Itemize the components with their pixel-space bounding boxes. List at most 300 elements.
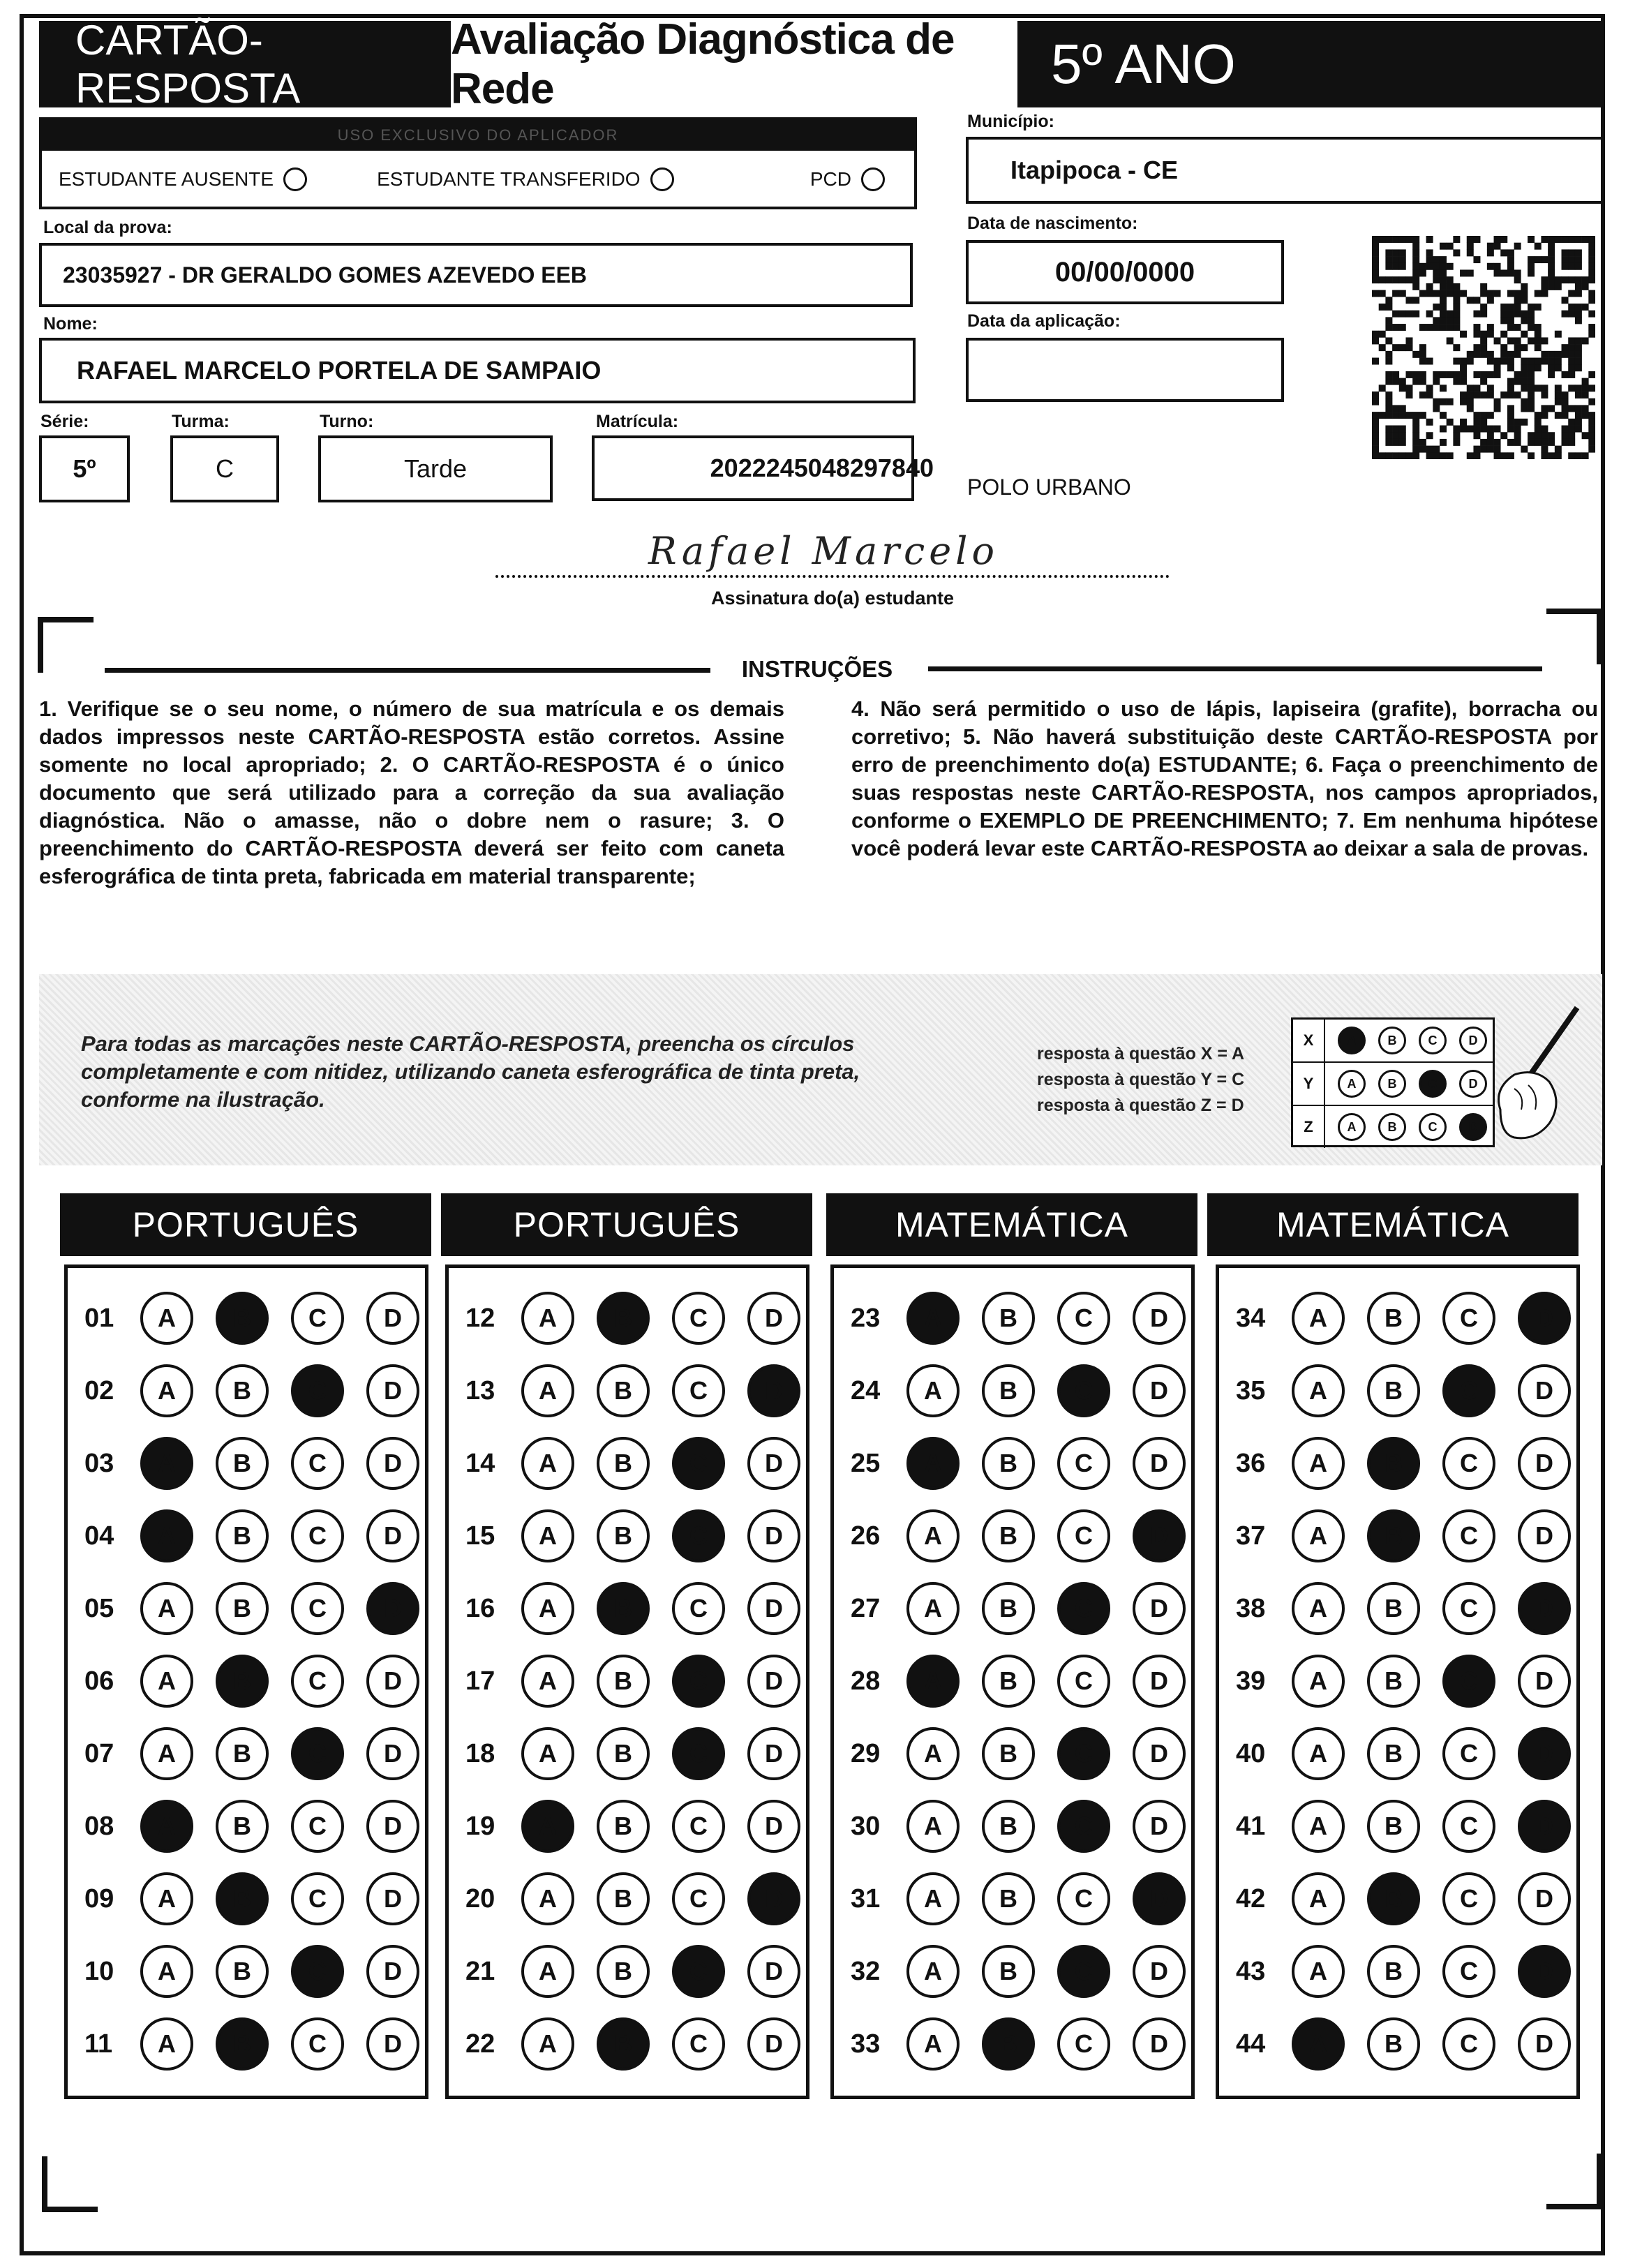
example-row (1293, 1063, 1493, 1106)
answer-bubble-b[interactable]: B (216, 1509, 269, 1562)
answer-bubble-d[interactable]: D (366, 1292, 419, 1345)
answer-bubble-b[interactable]: B (982, 1292, 1035, 1345)
answer-bubble-d[interactable]: D (747, 1437, 800, 1490)
question-number: 42 (1236, 1883, 1266, 1913)
answer-bubble-c[interactable]: C (672, 1945, 725, 1998)
answer-bubble-a[interactable]: A (140, 1582, 193, 1635)
answer-bubble-d[interactable]: D (1133, 1945, 1186, 1998)
answer-bubble-b[interactable]: B (982, 1727, 1035, 1780)
answer-bubble-c[interactable]: C (291, 2017, 344, 2071)
answer-bubble-b[interactable]: B (1367, 1727, 1420, 1780)
answer-bubble-c[interactable]: C (1057, 1727, 1110, 1780)
answer-bubble-c[interactable]: C (1057, 1945, 1110, 1998)
example-legend-y: resposta à questão Y = C (1037, 1070, 1245, 1089)
answer-bubble-c[interactable]: C (672, 1727, 725, 1780)
answer-bubble-a[interactable]: A (1292, 1727, 1345, 1780)
answer-bubble-d[interactable]: D (1133, 1582, 1186, 1635)
answer-bubble-c[interactable]: C (1442, 1945, 1495, 1998)
question-number: 27 (851, 1593, 881, 1623)
answer-bubble-a[interactable]: A (1292, 1509, 1345, 1562)
question-number: 26 (851, 1521, 881, 1551)
turma-label: Turma: (172, 412, 230, 431)
answer-bubble-b[interactable]: B (1367, 1364, 1420, 1417)
answer-bubble-d[interactable]: D (366, 1727, 419, 1780)
example-bubble-b: B (1378, 1070, 1406, 1098)
answer-bubble-d[interactable]: D (747, 1582, 800, 1635)
answer-bubble-d[interactable]: D (1518, 1582, 1571, 1635)
answer-bubble-c[interactable]: C (1442, 1364, 1495, 1417)
question-number: 25 (851, 1448, 881, 1478)
answer-bubble-d[interactable]: D (1518, 1727, 1571, 1780)
question-row (449, 1500, 806, 1572)
exam-name: Avaliação Diagnóstica de Rede (451, 21, 1017, 107)
application-date-field (966, 338, 1284, 402)
question-row (1219, 1935, 1576, 2008)
question-row (1219, 1863, 1576, 1935)
answer-bubble-a[interactable]: A (140, 2017, 193, 2071)
answer-bubble-a[interactable]: A (906, 1945, 960, 1998)
question-row (68, 1572, 425, 1645)
answer-bubble-a[interactable]: A (521, 1364, 574, 1417)
serie-label: Série: (40, 412, 89, 431)
answer-bubble-d[interactable]: D (1133, 1509, 1186, 1562)
answer-bubble-c[interactable]: C (672, 1364, 725, 1417)
answer-bubble-c[interactable]: C (1442, 2017, 1495, 2071)
question-row (68, 1355, 425, 1427)
answer-bubble-d[interactable]: D (1133, 1872, 1186, 1925)
example-bubble-d: D (1459, 1113, 1487, 1141)
answer-bubble-c[interactable]: C (672, 1509, 725, 1562)
answer-bubble-b[interactable]: B (597, 1800, 650, 1853)
answer-bubble-a[interactable]: A (906, 1582, 960, 1635)
answer-bubble-b[interactable]: B (216, 1292, 269, 1345)
answer-bubble-b[interactable]: B (597, 1437, 650, 1490)
answer-bubble-b[interactable]: B (1367, 1437, 1420, 1490)
question-row (834, 1790, 1191, 1863)
answer-bubble-a[interactable]: A (906, 1292, 960, 1345)
answer-bubble-b[interactable]: B (1367, 1655, 1420, 1708)
answer-bubble-b[interactable]: B (216, 1364, 269, 1417)
answer-bubble-b[interactable]: B (216, 2017, 269, 2071)
corner-mark-top-right (1546, 609, 1602, 664)
answer-bubble-c[interactable]: C (1057, 1509, 1110, 1562)
answer-bubble-d[interactable]: D (366, 1945, 419, 1998)
answer-bubble-a[interactable]: A (140, 1800, 193, 1853)
answer-bubble-d[interactable]: D (1133, 2017, 1186, 2071)
matricula-value: 2022245048297840 (710, 454, 934, 482)
answer-bubble-c[interactable]: C (672, 1655, 725, 1708)
question-number: 34 (1236, 1303, 1266, 1333)
answer-bubble-c[interactable]: C (672, 1292, 725, 1345)
answer-bubble-d[interactable]: D (366, 1655, 419, 1708)
answer-bubble-c[interactable]: C (1442, 1872, 1495, 1925)
question-row (449, 1863, 806, 1935)
answer-bubble-b[interactable]: B (1367, 1945, 1420, 1998)
answer-bubble-d[interactable]: D (1518, 1437, 1571, 1490)
question-number: 36 (1236, 1448, 1266, 1478)
question-row (1219, 2008, 1576, 2080)
answer-bubble-b[interactable]: B (597, 1582, 650, 1635)
answer-bubble-d[interactable]: D (747, 1945, 800, 1998)
answer-bubble-b[interactable]: B (216, 1437, 269, 1490)
answer-bubble-b[interactable]: B (1367, 2017, 1420, 2071)
question-row (1219, 1645, 1576, 1717)
answer-bubble-c[interactable]: C (1057, 1800, 1110, 1853)
instructions-left: 1. Verifique se o seu nome, o número de sua matrícula e os demais dados impressos neste CARTÃO-RESPOSTA estão corretos. Assine somente no local apropriado; 2. O CARTÃO-RESPOSTA é o único documento que será utilizado para a correção da sua avaliação diagnóstica. Não o amasse, não o dobre nem o rasure; 3. O preenchimento do CARTÃO-RESPOSTA deverá ser feito com caneta esferográfica de tinta preta, fabricada em material transparente; (39, 696, 784, 888)
question-number: 37 (1236, 1521, 1266, 1551)
answer-bubble-d[interactable]: D (1518, 1945, 1571, 1998)
question-row (449, 1282, 806, 1355)
question-row (1219, 1572, 1576, 1645)
question-number: 24 (851, 1375, 881, 1405)
answer-bubble-c[interactable]: C (291, 1437, 344, 1490)
answer-bubble-b[interactable]: B (216, 1655, 269, 1708)
answer-bubble-d[interactable]: D (366, 1800, 419, 1853)
question-row (68, 1717, 425, 1790)
answer-bubble-d[interactable]: D (366, 1509, 419, 1562)
question-row (834, 1500, 1191, 1572)
answer-bubble-d[interactable]: D (747, 1800, 800, 1853)
applicator-box (39, 117, 917, 209)
question-row (834, 1355, 1191, 1427)
question-row (834, 1282, 1191, 1355)
answer-bubble-c[interactable]: C (291, 1292, 344, 1345)
transferred-bubble[interactable] (650, 167, 674, 191)
answer-bubble-b[interactable]: B (982, 1582, 1035, 1635)
answer-bubble-a[interactable]: A (1292, 1437, 1345, 1490)
question-row (1219, 1790, 1576, 1863)
question-number: 13 (465, 1375, 495, 1405)
signature-line (495, 575, 1170, 578)
question-number: 09 (84, 1883, 114, 1913)
answer-bubble-b[interactable]: B (1367, 1872, 1420, 1925)
question-number: 01 (84, 1303, 114, 1333)
answer-bubble-b[interactable]: B (982, 1945, 1035, 1998)
question-row (449, 1355, 806, 1427)
answer-bubble-a[interactable]: A (521, 1945, 574, 1998)
answer-bubble-d[interactable]: D (1518, 1364, 1571, 1417)
answer-bubble-c[interactable]: C (1442, 1509, 1495, 1562)
question-number: 03 (84, 1448, 114, 1478)
answer-bubble-b[interactable]: B (982, 1872, 1035, 1925)
example-bubble-a: A (1338, 1070, 1366, 1098)
answer-column (830, 1264, 1195, 2099)
answer-bubble-d[interactable]: D (366, 1582, 419, 1635)
absent-bubble[interactable] (283, 167, 307, 191)
answer-column (1216, 1264, 1580, 2099)
example-bubble-b: B (1378, 1113, 1406, 1141)
answer-bubble-b[interactable]: B (1367, 1582, 1420, 1635)
question-number: 20 (465, 1883, 495, 1913)
answer-bubble-a[interactable]: A (521, 1292, 574, 1345)
answer-bubble-a[interactable]: A (1292, 2017, 1345, 2071)
instructions-title: INSTRUÇÕES (741, 656, 893, 682)
answer-bubble-a[interactable]: A (1292, 1582, 1345, 1635)
answer-bubble-c[interactable]: C (1057, 1292, 1110, 1345)
answer-bubble-d[interactable]: D (747, 1727, 800, 1780)
answer-bubble-c[interactable]: C (672, 1437, 725, 1490)
example-bubble-c: C (1419, 1027, 1447, 1054)
answer-bubble-b[interactable]: B (216, 1945, 269, 1998)
local-value: 23035927 - DR GERALDO GOMES AZEVEDO EEB (63, 262, 588, 288)
answer-bubble-a[interactable]: A (140, 1727, 193, 1780)
answer-bubble-c[interactable]: C (1442, 1582, 1495, 1635)
answer-bubble-a[interactable]: A (140, 1945, 193, 1998)
answer-bubble-a[interactable]: A (140, 1292, 193, 1345)
answer-bubble-a[interactable]: A (1292, 1655, 1345, 1708)
answer-bubble-d[interactable]: D (1518, 1872, 1571, 1925)
answer-bubble-c[interactable]: C (291, 1872, 344, 1925)
answer-bubble-d[interactable]: D (1518, 1509, 1571, 1562)
birthdate-label: Data de nascimento: (967, 214, 1138, 233)
answer-bubble-c[interactable]: C (291, 1727, 344, 1780)
answer-bubble-b[interactable]: B (982, 1437, 1035, 1490)
turno-field (318, 435, 553, 502)
answer-bubble-a[interactable]: A (521, 2017, 574, 2071)
answer-bubble-d[interactable]: D (366, 1437, 419, 1490)
question-number: 23 (851, 1303, 881, 1333)
answer-bubble-d[interactable]: D (1133, 1292, 1186, 1345)
signature-label: Assinatura do(a) estudante (710, 588, 955, 609)
answer-bubble-d[interactable]: D (747, 1872, 800, 1925)
subject-header: MATEMÁTICA (826, 1193, 1197, 1256)
question-row (449, 2008, 806, 2080)
applicator-band-label: USO EXCLUSIVO DO APLICADOR (337, 126, 619, 144)
example-bubble-a: A (1338, 1027, 1366, 1054)
grade-label: 5º ANO (1017, 21, 1602, 107)
question-row (834, 1645, 1191, 1717)
answer-bubble-a[interactable]: A (521, 1509, 574, 1562)
pcd-label: PCD (809, 168, 851, 190)
answer-bubble-b[interactable]: B (216, 1727, 269, 1780)
question-number: 06 (84, 1666, 114, 1696)
local-label: Local da prova: (43, 218, 172, 237)
question-row (834, 1427, 1191, 1500)
answer-column (445, 1264, 809, 2099)
answer-bubble-c[interactable]: C (1442, 1292, 1495, 1345)
turma-field (170, 435, 279, 502)
answer-bubble-c[interactable]: C (291, 1364, 344, 1417)
example-row-label: Z (1293, 1106, 1325, 1148)
matricula-label: Matrícula: (596, 412, 679, 431)
answer-bubble-d[interactable]: D (747, 1509, 800, 1562)
answer-bubble-c[interactable]: C (291, 1655, 344, 1708)
example-grid (1291, 1017, 1495, 1147)
answer-bubble-b[interactable]: B (216, 1800, 269, 1853)
answer-bubble-a[interactable]: A (906, 1364, 960, 1417)
question-row (834, 1717, 1191, 1790)
application-date-label: Data da aplicação: (967, 311, 1121, 331)
answer-bubble-b[interactable]: B (597, 1727, 650, 1780)
answer-bubble-d[interactable]: D (1518, 1292, 1571, 1345)
answer-bubble-c[interactable]: C (291, 1509, 344, 1562)
answer-bubble-a[interactable]: A (1292, 1800, 1345, 1853)
answer-bubble-d[interactable]: D (366, 2017, 419, 2071)
answer-bubble-a[interactable]: A (521, 1437, 574, 1490)
example-bubble-a: A (1338, 1113, 1366, 1141)
question-row (449, 1572, 806, 1645)
answer-bubble-c[interactable]: C (1442, 1437, 1495, 1490)
question-row (834, 2008, 1191, 2080)
answer-bubble-d[interactable]: D (1133, 1800, 1186, 1853)
question-number: 43 (1236, 1956, 1266, 1986)
answer-bubble-b[interactable]: B (1367, 1800, 1420, 1853)
answer-bubble-d[interactable]: D (1133, 1727, 1186, 1780)
example-bubble-c: C (1419, 1113, 1447, 1141)
answer-bubble-a[interactable]: A (521, 1872, 574, 1925)
absent-label: ESTUDANTE AUSENTE (59, 168, 274, 190)
answer-bubble-a[interactable]: A (521, 1655, 574, 1708)
answer-bubble-a[interactable]: A (140, 1437, 193, 1490)
question-number: 33 (851, 2029, 881, 2059)
matricula-field (592, 435, 934, 501)
answer-bubble-c[interactable]: C (1057, 1655, 1110, 1708)
question-number: 15 (465, 1521, 495, 1551)
answer-bubble-c[interactable]: C (672, 1582, 725, 1635)
answer-bubble-b[interactable]: B (597, 1945, 650, 1998)
answer-bubble-b[interactable]: B (216, 1872, 269, 1925)
question-row (834, 1863, 1191, 1935)
corner-mark-bottom-right (1546, 2154, 1602, 2209)
question-row (834, 1935, 1191, 2008)
answer-bubble-c[interactable]: C (1442, 1800, 1495, 1853)
answer-bubble-b[interactable]: B (1367, 1509, 1420, 1562)
polo-label: POLO URBANO (967, 475, 1131, 500)
signature-handwriting: Rafael Marcelo (648, 529, 999, 573)
answer-bubble-a[interactable]: A (906, 1727, 960, 1780)
question-number: 08 (84, 1811, 114, 1841)
answer-bubble-c[interactable]: C (1442, 1655, 1495, 1708)
answer-bubble-b[interactable]: B (982, 2017, 1035, 2071)
answer-bubble-b[interactable]: B (597, 1509, 650, 1562)
question-row (449, 1717, 806, 1790)
question-number: 28 (851, 1666, 881, 1696)
answer-bubble-a[interactable]: A (906, 1872, 960, 1925)
answer-bubble-c[interactable]: C (291, 1582, 344, 1635)
answer-bubble-d[interactable]: D (1518, 1655, 1571, 1708)
example-bubble-b: B (1378, 1027, 1406, 1054)
answer-bubble-a[interactable]: A (906, 1509, 960, 1562)
question-number: 16 (465, 1593, 495, 1623)
answer-bubble-a[interactable]: A (140, 1364, 193, 1417)
example-legend-z: resposta à questão Z = D (1037, 1096, 1244, 1115)
question-row (68, 1427, 425, 1500)
answer-bubble-c[interactable]: C (1057, 1437, 1110, 1490)
local-field (39, 243, 913, 307)
answer-bubble-c[interactable]: C (1442, 1727, 1495, 1780)
answer-bubble-a[interactable]: A (906, 1800, 960, 1853)
answer-bubble-d[interactable]: D (1518, 2017, 1571, 2071)
municipio-value: Itapipoca - CE (1010, 156, 1179, 184)
answer-bubble-a[interactable]: A (906, 1437, 960, 1490)
answer-bubble-a[interactable]: A (1292, 1945, 1345, 1998)
answer-bubble-a[interactable]: A (140, 1872, 193, 1925)
answer-bubble-d[interactable]: D (1133, 1655, 1186, 1708)
answer-bubble-b[interactable]: B (597, 1364, 650, 1417)
answer-bubble-a[interactable]: A (521, 1800, 574, 1853)
answer-bubble-b[interactable]: B (982, 1509, 1035, 1562)
pcd-bubble[interactable] (861, 167, 885, 191)
answer-bubble-d[interactable]: D (747, 1292, 800, 1345)
applicator-band (42, 120, 914, 151)
answer-bubble-a[interactable]: A (521, 1582, 574, 1635)
question-row (1219, 1355, 1576, 1427)
example-bubble-d: D (1459, 1027, 1487, 1054)
answer-bubble-d[interactable]: D (1518, 1800, 1571, 1853)
answer-bubble-d[interactable]: D (366, 1364, 419, 1417)
answer-bubble-a[interactable]: A (1292, 1364, 1345, 1417)
question-number: 05 (84, 1593, 114, 1623)
answer-bubble-c[interactable]: C (672, 2017, 725, 2071)
answer-bubble-d[interactable]: D (366, 1872, 419, 1925)
question-number: 41 (1236, 1811, 1266, 1841)
answer-column (64, 1264, 428, 2099)
question-number: 17 (465, 1666, 495, 1696)
answer-bubble-a[interactable]: A (906, 1655, 960, 1708)
question-number: 32 (851, 1956, 881, 1986)
answer-bubble-a[interactable]: A (1292, 1872, 1345, 1925)
corner-mark-top-left (38, 617, 94, 673)
question-number: 39 (1236, 1666, 1266, 1696)
answer-bubble-b[interactable]: B (1367, 1292, 1420, 1345)
question-row (68, 1282, 425, 1355)
subject-header: MATEMÁTICA (1207, 1193, 1578, 1256)
answer-bubble-a[interactable]: A (521, 1727, 574, 1780)
answer-bubble-b[interactable]: B (597, 1872, 650, 1925)
answer-bubble-c[interactable]: C (1057, 1364, 1110, 1417)
answer-bubble-b[interactable]: B (982, 1800, 1035, 1853)
answer-bubble-c[interactable]: C (672, 1800, 725, 1853)
example-text: Para todas as marcações neste CARTÃO-RESPOSTA, preencha os círculos completamente e com nitidez, utilizando caneta esferográfica de tinta preta, conforme na ilustração. (81, 1031, 860, 1112)
answer-bubble-a[interactable]: A (140, 1509, 193, 1562)
question-row (1219, 1282, 1576, 1355)
answer-bubble-b[interactable]: B (597, 2017, 650, 2071)
answer-bubble-c[interactable]: C (1057, 1582, 1110, 1635)
question-number: 21 (465, 1956, 495, 1986)
example-row-label: Y (1293, 1063, 1325, 1105)
question-number: 12 (465, 1303, 495, 1333)
answer-bubble-b[interactable]: B (982, 1364, 1035, 1417)
answer-bubble-a[interactable]: A (140, 1655, 193, 1708)
question-row (68, 1645, 425, 1717)
example-row (1293, 1020, 1493, 1063)
answer-bubble-c[interactable]: C (672, 1872, 725, 1925)
question-number: 35 (1236, 1375, 1266, 1405)
sheet-title: CARTÃO-RESPOSTA (39, 21, 451, 107)
question-number: 40 (1236, 1738, 1266, 1768)
question-number: 18 (465, 1738, 495, 1768)
question-row (68, 1935, 425, 2008)
answer-bubble-b[interactable]: B (216, 1582, 269, 1635)
answer-bubble-d[interactable]: D (1133, 1437, 1186, 1490)
answer-bubble-d[interactable]: D (747, 1364, 800, 1417)
answer-bubble-c[interactable]: C (1057, 2017, 1110, 2071)
turma-value: C (216, 454, 234, 483)
answer-bubble-a[interactable]: A (906, 2017, 960, 2071)
answer-bubble-d[interactable]: D (747, 1655, 800, 1708)
answer-bubble-b[interactable]: B (597, 1292, 650, 1345)
answer-bubble-a[interactable]: A (1292, 1292, 1345, 1345)
question-row (68, 2008, 425, 2080)
answer-bubble-c[interactable]: C (291, 1800, 344, 1853)
answer-bubble-b[interactable]: B (982, 1655, 1035, 1708)
answer-bubble-b[interactable]: B (597, 1655, 650, 1708)
question-number: 29 (851, 1738, 881, 1768)
answer-bubble-d[interactable]: D (1133, 1364, 1186, 1417)
answer-bubble-c[interactable]: C (1057, 1872, 1110, 1925)
answer-bubble-c[interactable]: C (291, 1945, 344, 1998)
answer-bubble-d[interactable]: D (747, 2017, 800, 2071)
